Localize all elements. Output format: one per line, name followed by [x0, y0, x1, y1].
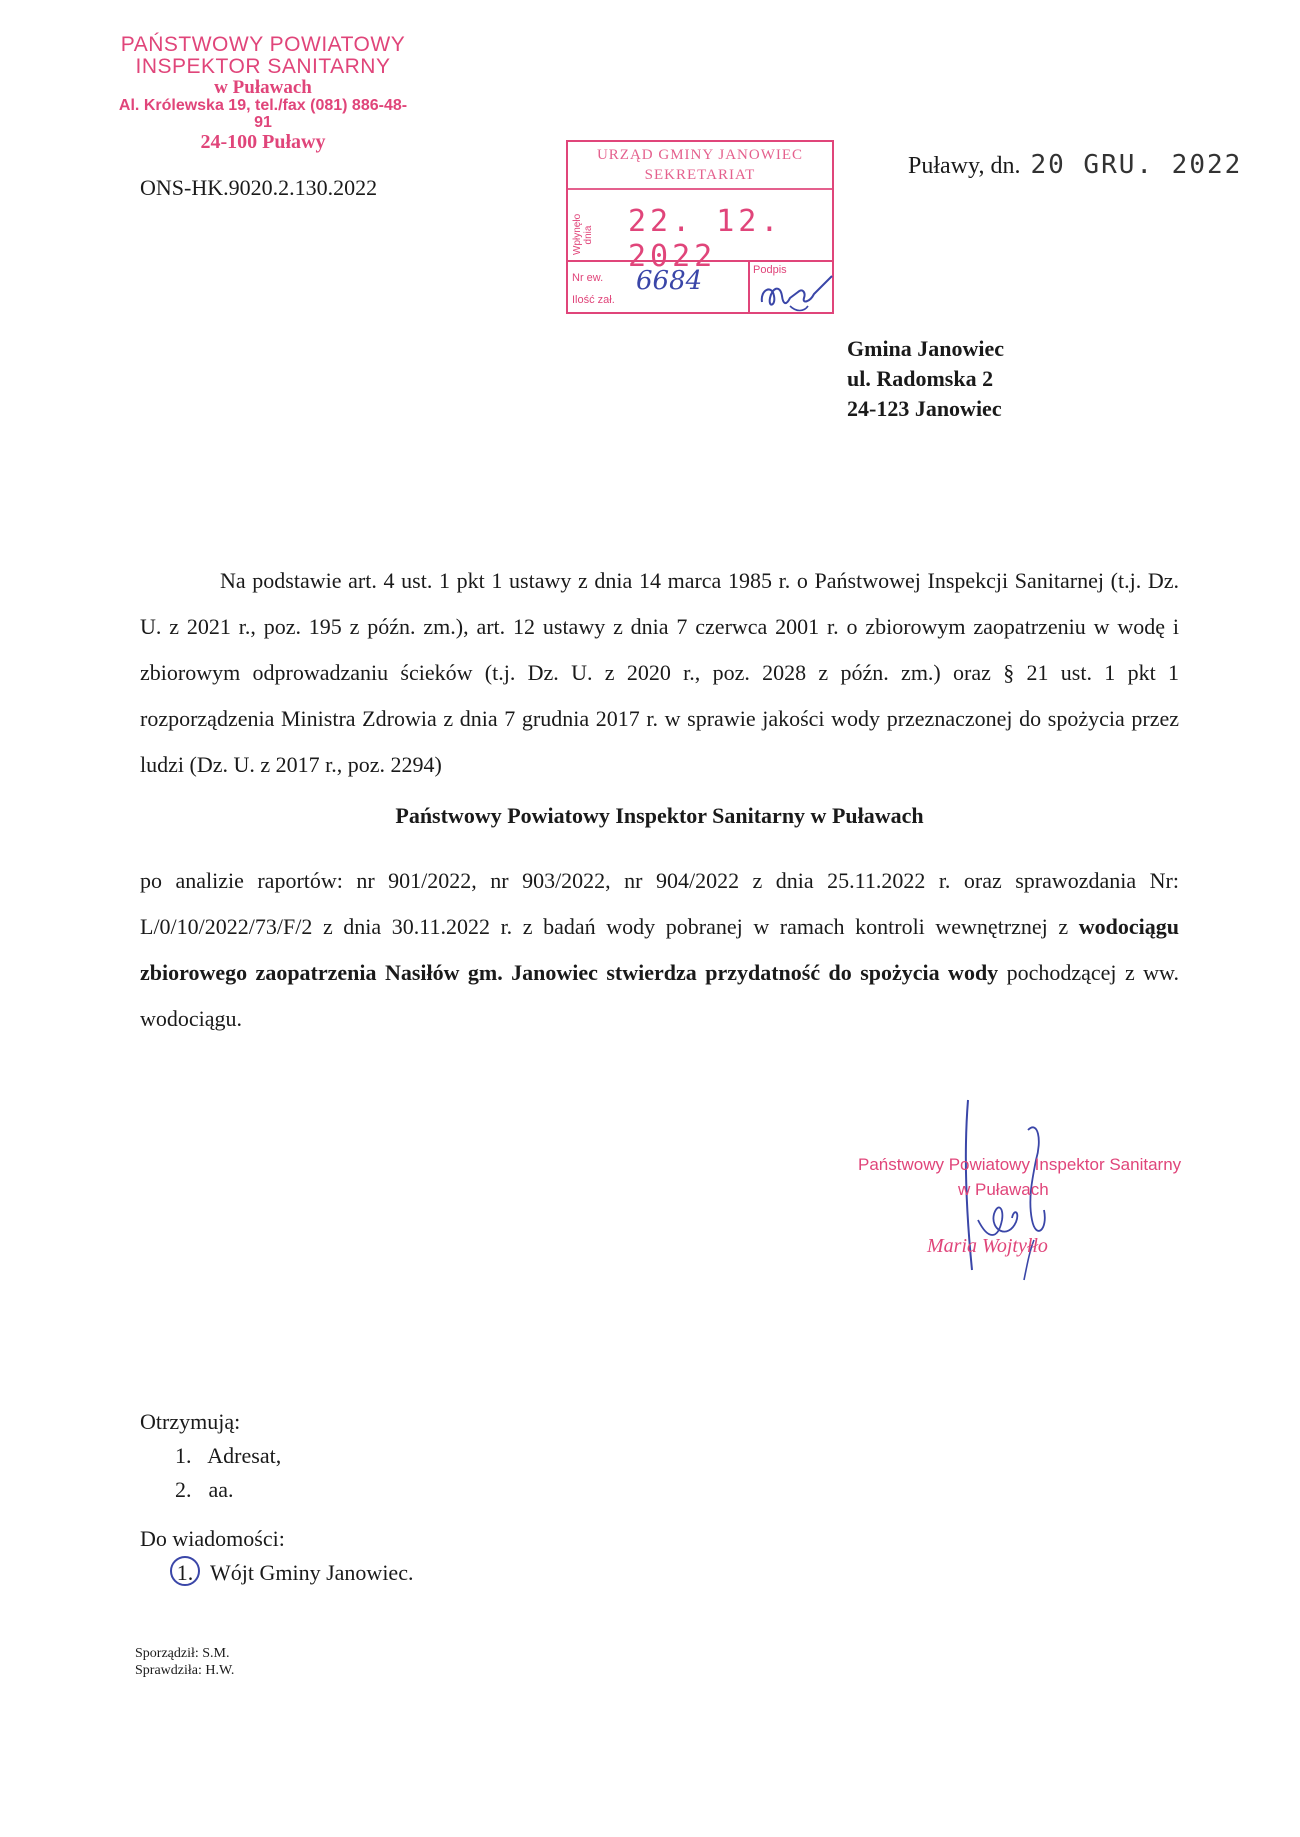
addressee	[847, 334, 1004, 424]
recipient-text: aa.	[208, 1477, 234, 1502]
signature-label: Podpis	[753, 264, 787, 276]
authority-heading: Państwowy Powiatowy Inspektor Sanitarny w Puławach	[395, 803, 924, 828]
place-date-label: Puławy, dn.	[908, 153, 1021, 179]
recipients	[140, 1405, 281, 1507]
addressee-street: ul. Radomska 2	[847, 366, 994, 391]
recipient-item	[140, 1473, 281, 1507]
addressee-city: 24-123 Janowiec	[847, 396, 1002, 421]
findings-text-part2: pochodzącej z ww. wodociągu.	[140, 960, 1180, 1031]
cc-item	[140, 1556, 413, 1590]
received-date: 22. 12. 2022	[628, 204, 783, 274]
recipient-number: 2.	[175, 1477, 192, 1502]
issuer-stamp-line1: PAŃSTWOWY POWIATOWY	[120, 33, 406, 56]
recipient-item	[140, 1439, 281, 1473]
findings-bold-text: wodociągu zbiorowego zaopatrzenia Nasiłów gm. Janowiec stwierdza przydatność do spożycia wody	[140, 914, 1179, 985]
issuer-stamp-line2: INSPEKTOR SANITARNY	[135, 55, 391, 79]
registration-signature-box	[748, 262, 836, 314]
registration-bottom-row	[568, 262, 832, 314]
prepared-by	[135, 1645, 234, 1679]
registration-department: SEKRETARIAT	[644, 167, 756, 183]
prepared-by-text: Sporządził: S.M.	[135, 1646, 230, 1661]
cc-label: Do wiadomości:	[140, 1526, 285, 1551]
registration-signature-scribble-icon	[750, 262, 836, 314]
nr-ew-label: Nr ew.	[572, 272, 604, 284]
legal-basis-text: Na podstawie art. 4 ust. 1 pkt 1 ustawy z dnia 14 marca 1985 r. o Państwowej Inspekcji Sanitarnej (t.j. Dz. U. z 2021 r., poz. 195 z późn. zm.), art. 12 ustawy z dnia 7 czerwca 2001 r. o zbiorowym zaopatrzeniu w wodę i zbiorowym odprowadzaniu ścieków (t.j. Dz. U. z 2020 r., poz. 2028 z późn. zm.) oraz § 21 ust. 1 pkt 1 rozporządzenia Ministra Zdrowia z dnia 7 grudnia 2017 r. w sprawie jakości wody przeznaczonej do spożycia przez ludzi (Dz. U. z 2017 r., poz. 2294)	[140, 568, 1179, 777]
recipient-number: 1.	[175, 1443, 192, 1468]
cc-text: Wójt Gminy Janowiec.	[210, 1560, 414, 1585]
findings-paragraph	[140, 858, 1179, 1042]
recipients-label: Otrzymują:	[140, 1409, 241, 1434]
carbon-copy	[140, 1522, 413, 1590]
received-label: Wpłynęło dnia	[572, 213, 594, 255]
checked-by-text: Sprawdziła: H.W.	[135, 1663, 235, 1678]
registration-stamp	[566, 140, 834, 314]
registration-office: URZĄD GMINY JANOWIEC	[596, 147, 804, 163]
reference-number: ONS-HK.9020.2.130.2022	[140, 175, 378, 200]
signatory-location: w Puławach	[958, 1180, 1049, 1199]
findings-text-part1: po analizie raportów: nr 901/2022, nr 903/2022, nr 904/2022 z dnia 25.11.2022 r. oraz sprawozdania Nr: L/0/10/2022/73/F/2 z dnia 30.11.2022 r. z badań wody pobranej w ramach kontroli wewnętrznej z	[140, 868, 1179, 939]
registration-stamp-header	[568, 142, 832, 190]
addressee-name: Gmina Janowiec	[847, 336, 1005, 361]
legal-basis-paragraph	[140, 558, 1179, 788]
recipients-list	[140, 1439, 281, 1507]
issuer-stamp-line4: Al. Królewska 19, tel./fax (081) 886-48-91	[118, 97, 408, 131]
recipient-text: Adresat,	[207, 1443, 282, 1468]
attachments-label: Ilość zał.	[572, 294, 615, 306]
signatory-name: Maria Wojtyłło	[927, 1235, 1048, 1257]
issuer-stamp-line3: w Puławach	[214, 77, 312, 99]
issuer-stamp-line5: 24-100 Puławy	[200, 130, 326, 153]
cc-number: 1.	[170, 1556, 200, 1586]
date-stamp: 20 GRU. 2022	[1030, 150, 1243, 180]
signatory-title: Państwowy Powiatowy Inspektor Sanitarny	[858, 1155, 1182, 1174]
nr-ew-value: 6684	[636, 266, 703, 296]
place-and-date	[908, 150, 1242, 180]
issuer-stamp	[118, 34, 408, 153]
